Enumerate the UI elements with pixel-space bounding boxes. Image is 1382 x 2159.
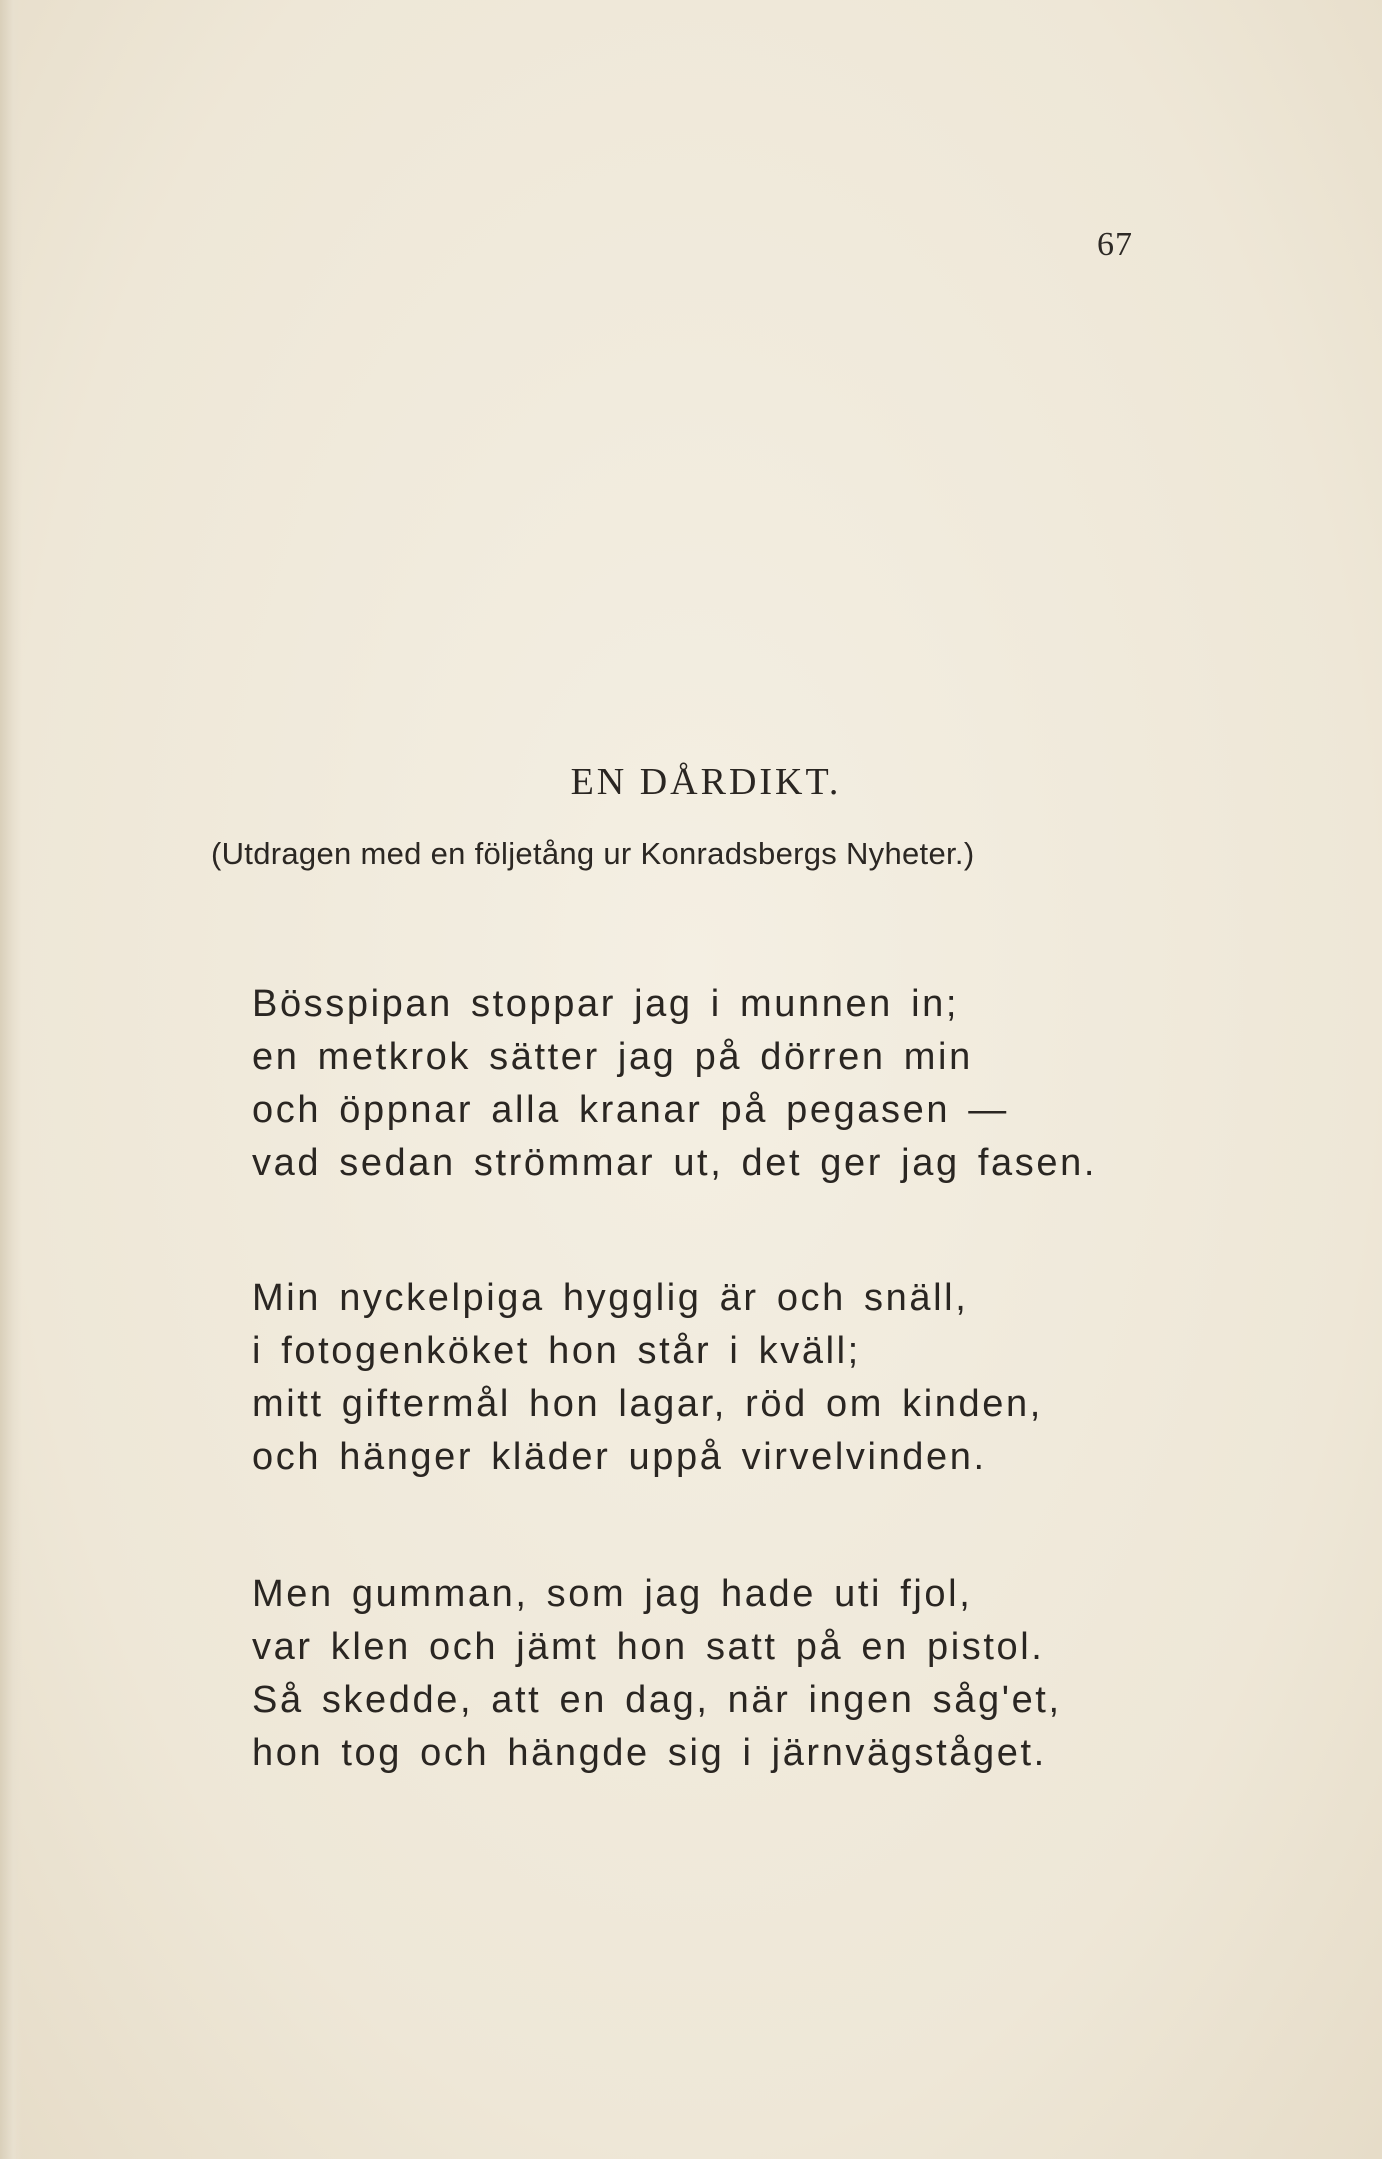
poem-line: vad sedan strömmar ut, det ger jag fasen. — [252, 1142, 1097, 1184]
poem-line: och öppnar alla kranar på pegasen — — [252, 1089, 1009, 1131]
poem-line: hon tog och hängde sig i järnvägståget. — [252, 1732, 1047, 1774]
page-spine-edge — [0, 0, 22, 2159]
page-number: 67 — [1097, 226, 1133, 263]
poem-line: Så skedde, att en dag, när ingen såg'et, — [252, 1679, 1062, 1721]
poem-subtitle: (Utdragen med en följetång ur Konradsbergs Nyheter.) — [211, 836, 975, 871]
poem-line: Min nyckelpiga hygglig är och snäll, — [252, 1277, 969, 1319]
poem-line: en metkrok sätter jag på dörren min — [252, 1036, 973, 1078]
poem-title: EN DÅRDIKT. — [570, 761, 842, 803]
poem-line: Men gumman, som jag hade uti fjol, — [252, 1573, 973, 1615]
poem-line: och hänger kläder uppå virvelvinden. — [252, 1436, 987, 1478]
poem-line: var klen och jämt hon satt på en pistol. — [252, 1626, 1045, 1668]
poem-line: i fotogenköket hon står i kväll; — [252, 1330, 861, 1372]
poem-line: mitt giftermål hon lagar, röd om kinden, — [252, 1383, 1043, 1425]
poem-line: Bösspipan stoppar jag i munnen in; — [252, 983, 960, 1025]
stanza-2 — [252, 1272, 1043, 1484]
stanza-1 — [252, 978, 1097, 1190]
stanza-3 — [252, 1568, 1062, 1780]
